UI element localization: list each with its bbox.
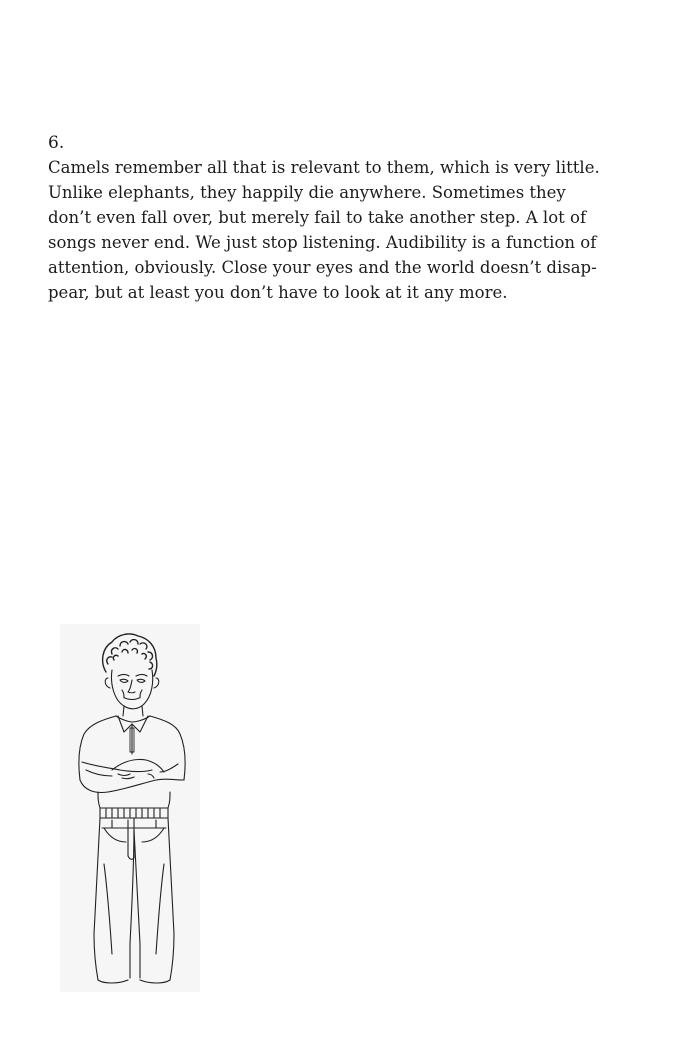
text-line: Camels remember all that is relevant to them, which is very little. xyxy=(48,158,600,177)
hair xyxy=(103,634,157,676)
text-line: songs never end. We just stop listening. Audibility is a function of xyxy=(48,233,597,252)
feet xyxy=(98,980,170,983)
man-drawing xyxy=(60,624,200,992)
section-number: 6. xyxy=(48,133,65,153)
neck-collar xyxy=(116,706,150,754)
text-line: attention, obviously. Close your eyes and the world doesn’t disap- xyxy=(48,258,597,277)
jeans xyxy=(94,818,174,980)
crossed-arms xyxy=(80,759,184,792)
text-line: Unlike elephants, they happily die anywhere. Sometimes they xyxy=(48,183,566,202)
text-line: pear, but at least you don’t have to look at it any more. xyxy=(48,283,508,302)
text-line: don’t even fall over, but merely fail to take another step. A lot of xyxy=(48,208,587,227)
standing-man-illustration xyxy=(60,624,200,992)
body-paragraph xyxy=(48,155,648,305)
face xyxy=(105,670,159,709)
